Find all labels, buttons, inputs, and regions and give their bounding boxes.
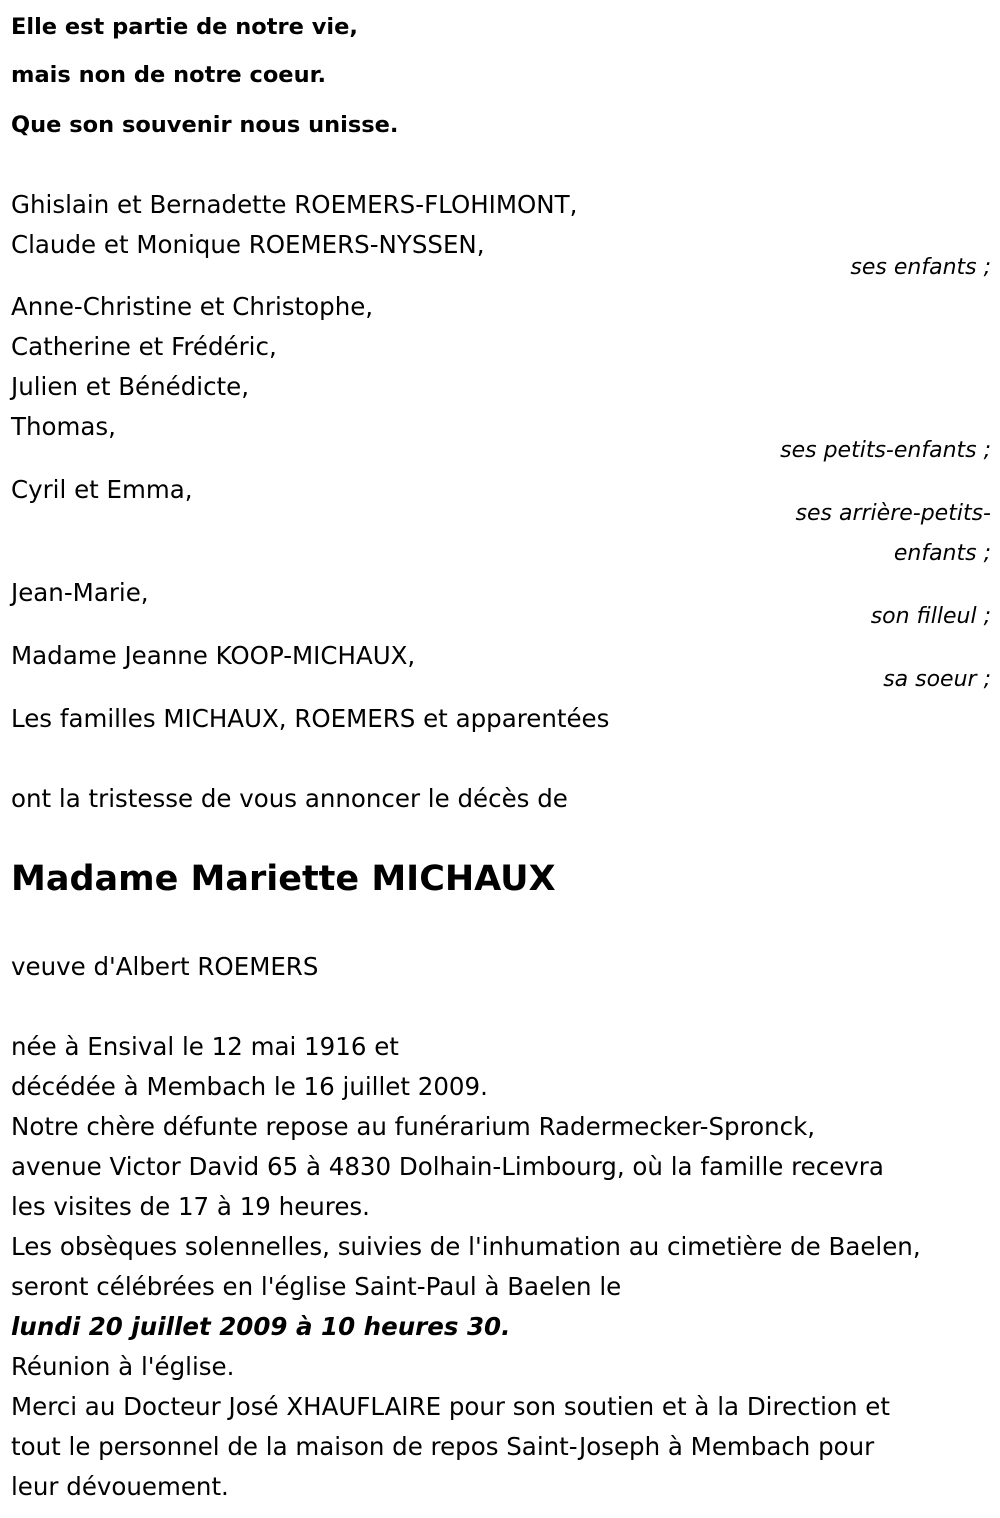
closing-line-4: leur dévouement.	[11, 1472, 229, 1501]
great-grandchildren-role-line-1: ses arrière-petits-	[795, 501, 991, 526]
deceased-name: Madame Mariette MICHAUX	[11, 859, 556, 899]
detail-line-5: les visites de 17 à 19 heures.	[11, 1192, 370, 1221]
grandchild-name-1: Anne-Christine et Christophe,	[11, 292, 374, 321]
godson-role: son filleul ;	[870, 604, 991, 629]
children-name-1: Ghislain et Bernadette ROEMERS-FLOHIMONT,	[11, 190, 578, 219]
sister-role: sa soeur ;	[883, 667, 991, 692]
great-grandchild-name: Cyril et Emma,	[11, 475, 193, 504]
grandchild-name-2: Catherine et Frédéric,	[11, 332, 277, 361]
detail-line-7: seront célébrées en l'église Saint-Paul à Baelen le	[11, 1272, 622, 1301]
godson-name: Jean-Marie,	[11, 578, 149, 607]
widow-of-line: veuve d'Albert ROEMERS	[11, 952, 319, 981]
grandchildren-role: ses petits-enfants ;	[780, 438, 991, 463]
detail-line-3: Notre chère défunte repose au funérarium Radermecker-Spronck,	[11, 1112, 816, 1141]
sister-name: Madame Jeanne KOOP-MICHAUX,	[11, 641, 416, 670]
quote-line-3: Que son souvenir nous unisse.	[11, 112, 399, 138]
children-role: ses enfants ;	[850, 255, 991, 280]
quote-line-1: Elle est partie de notre vie,	[11, 14, 358, 40]
grandchild-name-4: Thomas,	[11, 412, 116, 441]
families-line: Les familles MICHAUX, ROEMERS et apparentées	[11, 704, 610, 733]
closing-line-3: tout le personnel de la maison de repos Saint-Joseph à Membach pour	[11, 1432, 875, 1461]
detail-line-6: Les obsèques solennelles, suivies de l'inhumation au cimetière de Baelen,	[11, 1232, 921, 1261]
children-name-2: Claude et Monique ROEMERS-NYSSEN,	[11, 230, 485, 259]
detail-line-4: avenue Victor David 65 à 4830 Dolhain-Limbourg, où la famille recevra	[11, 1152, 884, 1181]
closing-line-1: Réunion à l'église.	[11, 1352, 235, 1381]
announcement-line: ont la tristesse de vous annoncer le décès de	[11, 784, 568, 813]
funeral-date: lundi 20 juillet 2009 à 10 heures 30.	[11, 1312, 511, 1341]
detail-line-1: née à Ensival le 12 mai 1916 et	[11, 1032, 399, 1061]
detail-line-2: décédée à Membach le 16 juillet 2009.	[11, 1072, 488, 1101]
quote-line-2: mais non de notre coeur.	[11, 62, 327, 88]
closing-line-2: Merci au Docteur José XHAUFLAIRE pour son soutien et à la Direction et	[11, 1392, 890, 1421]
grandchild-name-3: Julien et Bénédicte,	[11, 372, 250, 401]
great-grandchildren-role-line-2: enfants ;	[893, 541, 991, 566]
